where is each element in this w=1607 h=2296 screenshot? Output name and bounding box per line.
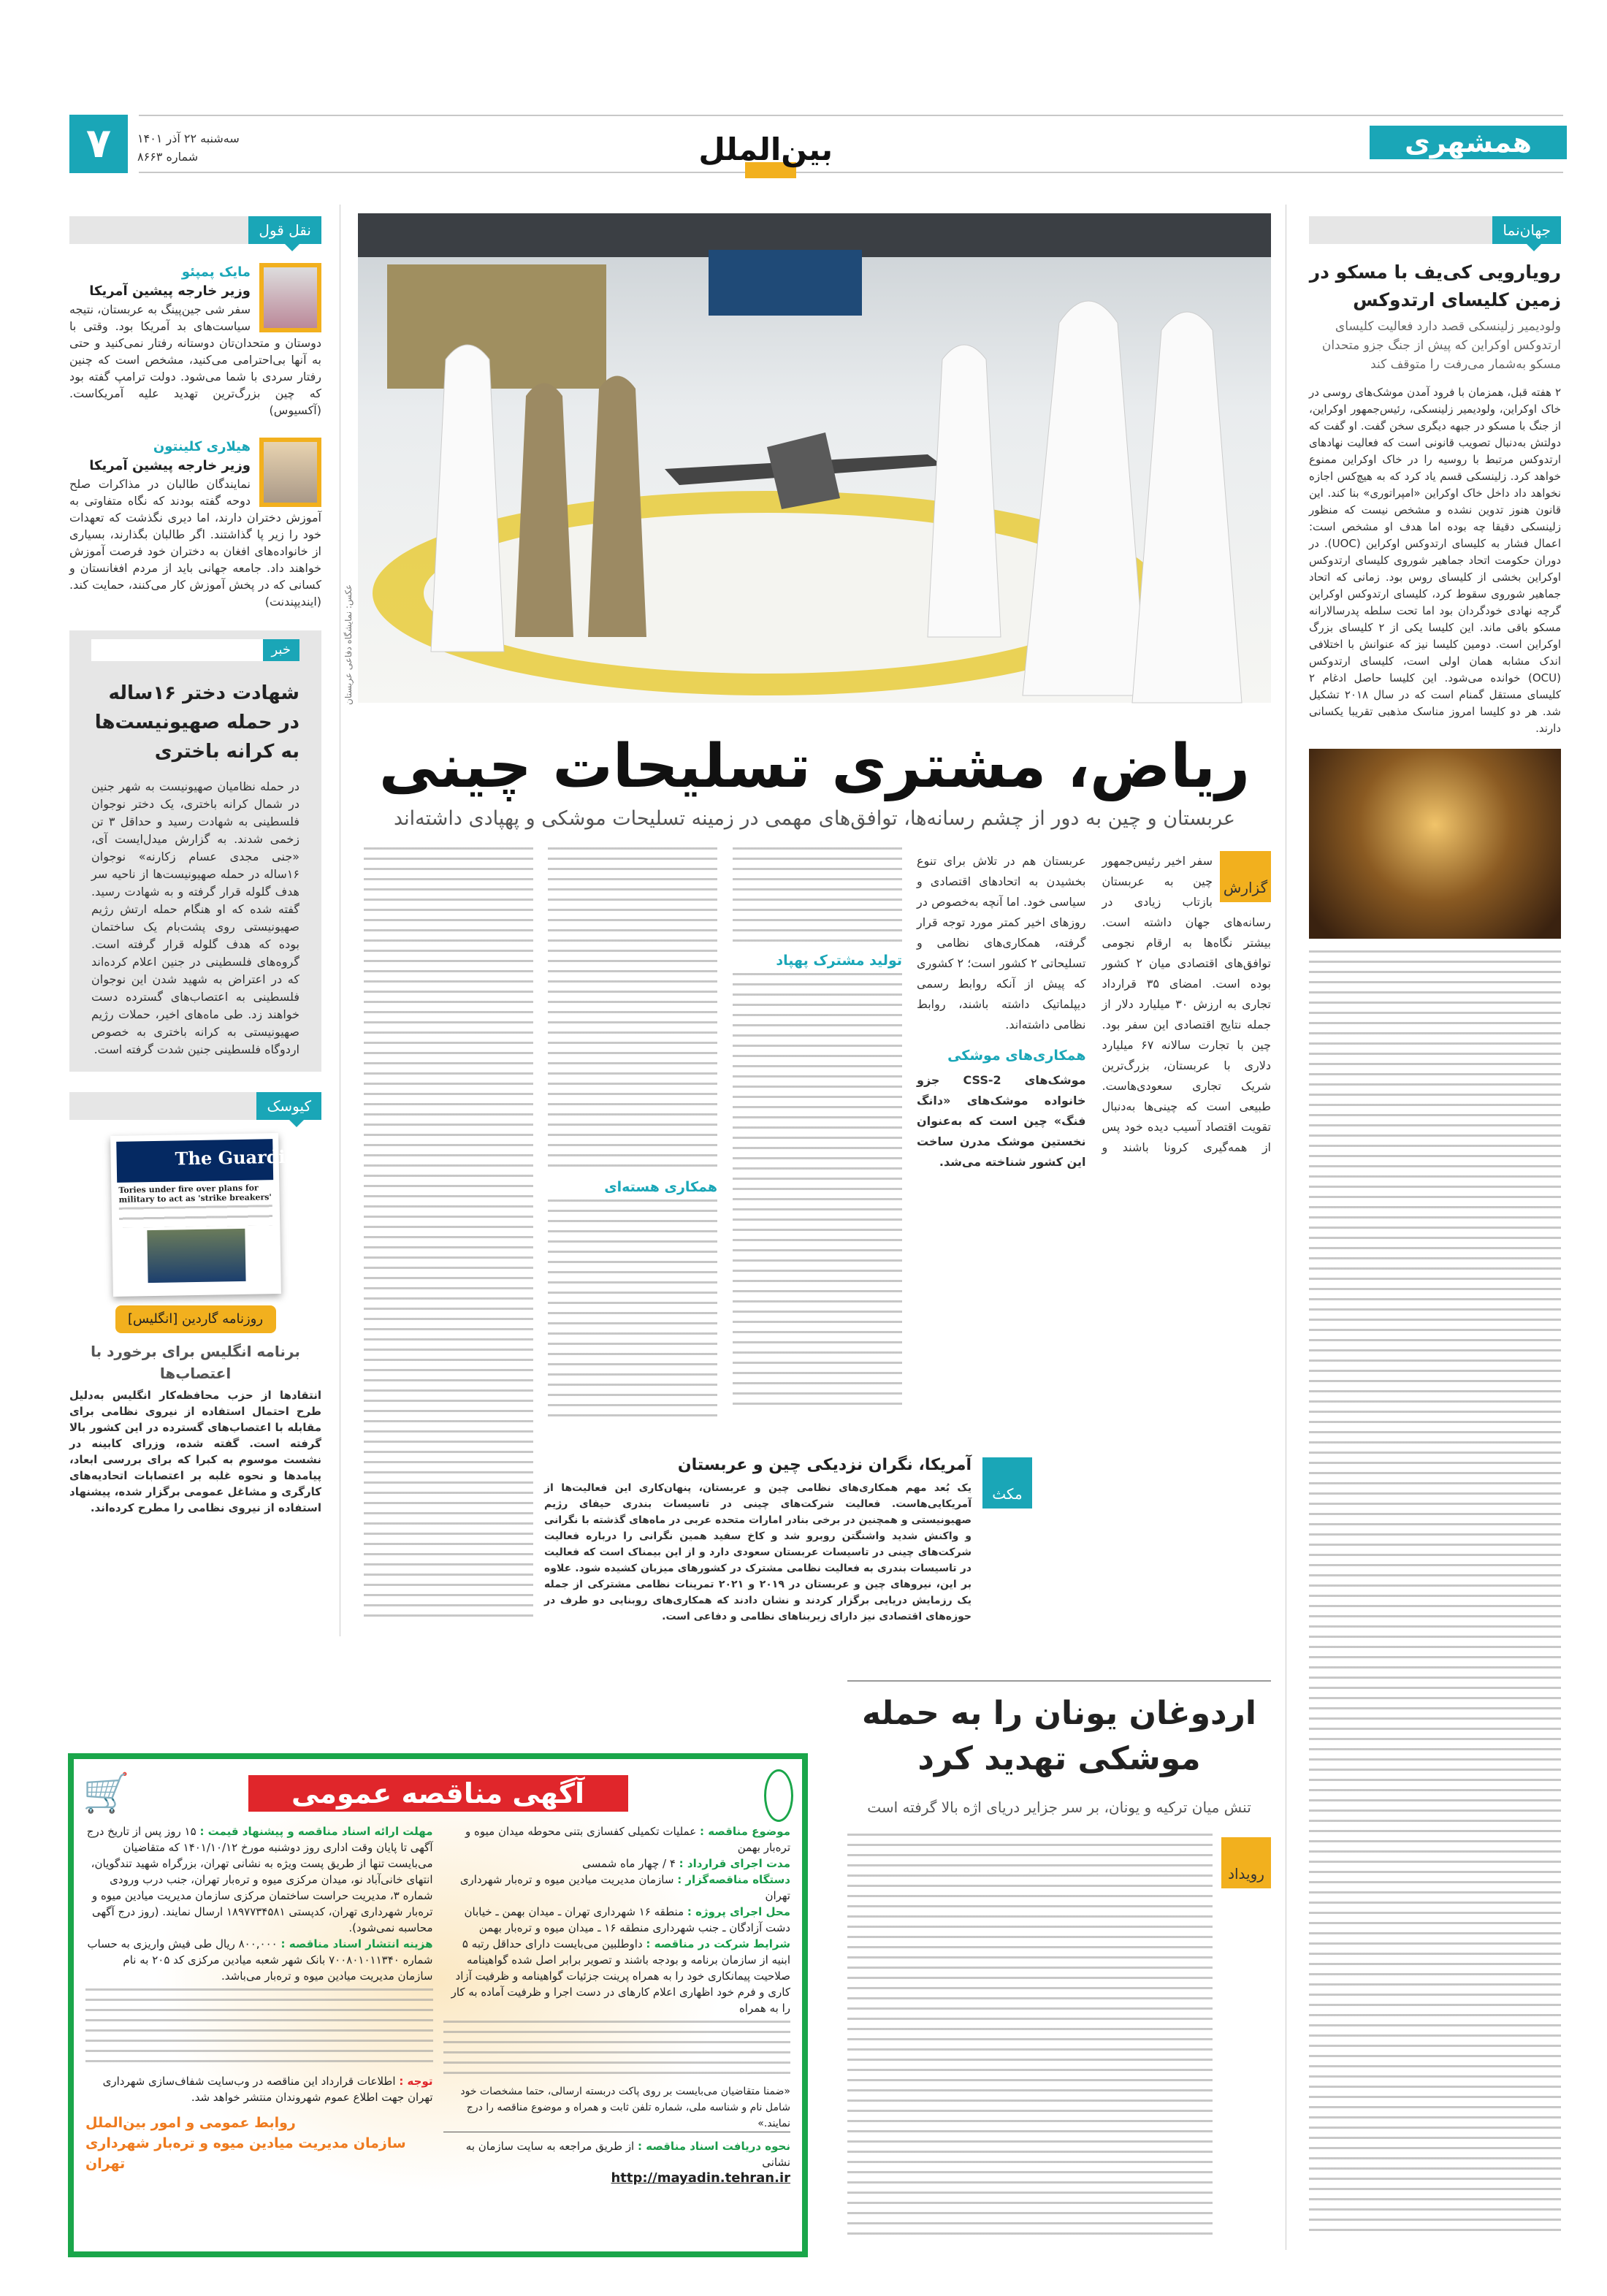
avatar [259,263,321,332]
church-photo [1309,749,1561,939]
article-lead: گزارش سفر اخیر رئیس‌جمهور چین به عربستان بازتاب زیادی در رسانه‌های جهان داشته است. بیشتر نگاه‌ها به ارقام نجومی توافق‌های اقتصادی میان ۲ کشور بوده است. امضای ۳۵ قرارداد تجاری به ارزش ۳۰ میلیارد دلار از جمله نتایج اقتصادی این سفر بود. چین با تجارت سالانه ۶۷ میلیارد دلاری با عربستان، بزرگ‌ترین شریک تجاری سعودی‌هاست. طبیعی است که چینی‌ها به‌دنبال تقویت اقتصاد آسیب دیده خود پس از همه‌گیری کرونا باشند و عربستان هم در تلاش برای تنوع بخشیدن به اتحادهای اقتصادی و سیاسی خود. اما آنچه به‌خصوص در روزهای اخیر کمتر مورد توجه قرار گرفته، همکاری‌های نظامی و تسلیحاتی ۲ کشور است؛ ۲ کشوری که پیش از آنکه روابط رسمی دیپلماتیک داشته باشند، روابط نظامی داشته‌اند. همکاری‌های موشکی موشک‌های CSS-2 جزو خانواده موشک‌های «دانگ فنگ» چین است که به‌عنوان نخستین موشک مدرن ساخت این کشور شناخته می‌شد. [917,851,1271,1172]
news-tag: خبر [263,639,300,661]
article-column [548,847,717,1419]
erdogan-headline: اردوغان یونان را به حمله موشکی تهدید کرد [862,1695,1256,1777]
quote-text: سفر شی جین‌پینگ به عربستان، نتیجه سیاست‌های بد آمریکا بود. وقتی با دوستان و متحدان‌تان دوستانه رفتار نمی‌کنید و حتی به آنها بی‌احترامی می‌کنید، مشخص است که چنین رفتار سردی با شما می‌شود. دولت ترامپ گفته بود که چین بزرگ‌ترین تهدید علیه آمریکاست. (آکسیوس) [69,302,321,417]
quote-author: هیلاری کلینتون [153,439,251,454]
world-text: ۲ هفته قبل، همزمان با فرود آمدن موشک‌های روسی در خاک اوکراین، ولودیمیر زلینسکی، رئیس‌جمهور اوکراین، از جنگ با مسکو در جبهه دیگری سخن گفت. او گفت که دولتش به‌دنبال تصویب قانونی است که فعالیت نهادهای ارتدوکس مرتبط با روسیه را در خاک اوکراین ممنوع خواهد کرد. زلینسکی قسم یاد کرد که به هیچ‌کس اجازه نخواهد داد داخل خاک اوکراین «امپراتوری» بنا کند. این قانون هنوز تدوین نشده و مشخص نیست که منظور زلینسکی دقیقا چه بوده اما هدف او مشخص است: اعمال فشار به کلیسای ارتدوکس اوکراین (UOC). در دوران حکومت اتحاد جماهیر شوروی کلیسای ارتدوکس اوکراین بخشی از کلیسای روس بود. زمانی که اتحاد جماهیر شوروی سقوط کرد، کلیسای ارتدوکس اوکراین گرچه نهادی خودگردان بود اما تحت سلطه پدرسالارانه مسکو باقی ماند. این کلیسا یکی از ۲ کلیسای بزرگ اوکراین است. دومین کلیسا نیز که عنوانش با اختلافی اندک مشابه همان اولی است، کلیسای ارتدوکس (OCU) خوانده می‌شود. این کلیسا حاصل ادغام ۲ کلیسای مستقل گمنام است که در سال ۲۰۱۸ تشکیل شد. هر دو کلیسا امروز مناسک مذهبی تقریبا یکسانی دارند. [1309,386,1562,735]
ad-signature: روابط عمومی و امور بین‌الملل [85,2115,296,2131]
page-number: ۷ [69,115,128,173]
pause-title: آمریکا، نگران نزدیکی چین و عربستان [677,1456,972,1474]
pause-text: یک بُعد مهم همکاری‌های نظامی چین و عربستان، پنهان‌کاری این فعالیت‌ها از آمریکایی‌هاست. فعالیت شرکت‌های چینی در تاسیسات بندری حیفای رژیم صهیونیستی و همچنین در برخی بنادر امارات متحده عربی در ماه‌های گذشته با نگرانی و واکنش شدید واشنگتن روبرو شد و کاخ سفید همین نگرانی را درباره فعالیت شرکت‌های چینی در تاسیسات عربستان سعودی دارد و از این بیمناک است که فعالیت در تاسیسات بندری به فعالیت نظامی مشترک در کشورهای میزبان کشیده شود. علاوه بر این، نیروهای چین و عربستان در ۲۰۱۹ و ۲۰۲۱ تمرینات نظامی مشترکی از جمله یک رزمایش دریایی برگزار کردند و نشان دادند که همکاری‌های روبنایی دو طرف در حوزه‌های اقتصادی نیز دارای زیربناهای نظامی و دفاعی است. [544,1482,972,1622]
newspaper-logo: همشهری [1370,126,1567,159]
tender-ad [68,1753,808,2257]
section-title: بین‌الملل [698,131,833,167]
quote-pompeo [69,263,321,419]
erdogan-text [847,1834,1213,2235]
tehran-municipality-logo [764,1769,793,1822]
article-paragraph: موشک‌های CSS-2 جزو خانواده موشک‌های «دانگ فنگ» چین است که به‌عنوان نخستین موشک مدرن ساخت این کشور شناخته می‌شد. [917,1073,1086,1169]
world-title: رویارویی کی‌یف با مسکو در زمین کلیسای ارتدوکس [1309,262,1561,310]
right-column [1309,216,1561,2235]
article-column [364,847,533,1622]
issue-number: شماره ۸۶۶۳ [137,150,199,164]
section-heading: همکاری هسته‌ای [604,1179,717,1195]
photo-credit: عکس: نمایشگاه دفاعی عربستان [343,584,354,705]
section-heading: تولید مشترک پهپاد [776,953,902,969]
paper-name-label: روزنامه گاردین [انگلیس] [115,1305,276,1333]
world-text-continued [1309,950,1561,2235]
erdogan-subhead: تنش میان ترکیه و یونان، بر سر جزایر دریای اژه بالا گرفته است [867,1799,1251,1816]
main-subhead: عربستان و چین به دور از چشم رسانه‌ها، توافق‌های مهمی در زمینه تسلیحات موشکی و پهپادی داشته‌اند [393,807,1236,830]
section-heading: همکاری‌های موشکی [947,1048,1086,1064]
kiosk-title: برنامه انگلیس برای برخورد با اعتصاب‌ها [91,1343,300,1382]
main-photo [358,213,1271,703]
quotes-tag: نقل قول [69,216,321,244]
ad-right-column: موضوع مناقصه : عملیات تکمیلی کفسازی بتنی محوطه میدان میوه و تره‌بار بهمن مدت اجرای قرارداد : ۴ / چهار ماه شمسی دستگاه مناقصه‌گزار : سازمان مدیریت میادین میوه و تره‌بار شهرداری تهران محل اجرای پروژه : منطقه ۱۶ شهرداری تهران ـ میدان بهمن ـ خیابان دشت آزادگان ـ جنب شهرداری منطقه ۱۶ ـ میدان میوه و تره‌بار بهمن شرایط شرکت در مناقصه : داوطلبین می‌بایست دارای حداقل رتبه ۵ ابنیه از سازمان برنامه و بودجه باشند و تصویر برابر اصل شده گواهینامه صلاحیت پیمانکاری خود را به همراه پرینت جزئیات گواهینامه و ظرفیت آزاد کاری و فرم خود اظهاری اعلام کارهای در دست اجرا و ظرفیت آماده به کار را به همراه «ضمنا متقاضیان می‌بایست بر روی پاکت دربسته ارسالی، حتما مشخصات خود شامل نام و شناسه ملی، شماره تلفن ثابت و همراه و موضوع مناقصه را درج نمایند.» نحوه دریافت اسناد مناقصه : از طریق مراجعه به سایت سازمان به نشانی http://mayadin.tehran.ir [443,1823,791,2186]
ad-title: آگهی مناقصه عمومی [248,1775,628,1812]
main-headline: ریاض، مشتری تسلیحات چینی [378,732,1251,801]
world-subtitle: ولودیمیر زلینسکی قصد دارد فعالیت کلیسای ارتدوکس اوکراین که پیش از جنگ جزو متحدان مسکو به‌شمار می‌رفت را متوقف کند [1321,319,1561,372]
ad-left-column: مهلت ارائه اسناد مناقصه و پیشنهاد قیمت : ۱۵ روز پس از تاریخ درج آگهی تا پایان وقت اداری روز دوشنبه مورخ ۱۴۰۱/۱۰/۱۲ که متقاضیان می‌بایست تنها از طریق پست ویژه به نشانی تهران، بزرگراه شهید تندگویان، انتهای خانی‌آباد نو، میدان مرکزی میوه و تره‌بار تهران، جنب درب ورودی شماره ۳، مدیریت حراست ساختمان مرکزی سازمان مدیریت میادین میوه و تره‌بار شهرداری تهران، کدپستی ۱۸۹۷۷۳۴۵۸۱ ارسال نمایند. (روز درج آگهی محاسبه نمی‌شود). هزینه انتشار اسناد مناقصه : ۸۰۰,۰۰۰ ریال طی فیش واریزی به حساب شماره ۷۰۰۸۰۱۰۱۱۳۴۰ بانک شهر شعبه میادین مرکزی کد ۲۰۵ به نام سازمان مدیریت میادین میوه و تره‌بار می‌باشد. توجه : اطلاعات قرارداد این مناقصه در وب‌سایت شفاف‌سازی شهرداری تهران جهت اطلاع عموم شهروندان منتشر خواهد شد. روابط عمومی و امور بین‌الملل سازمان مدیریت میادین میوه و تره‌بار شهرداری تهران [85,1823,433,2186]
report-badge: گزارش [1220,851,1271,902]
quote-role: وزیر خارجه پیشین آمریکا [89,283,251,299]
avatar [259,438,321,507]
pause-box [544,1454,972,1625]
left-column [69,216,321,1516]
news-text: در حمله نظامیان صهیونیست به شهر جنین در شمال کرانه باختری، یک دختر نوجوان فلسطینی به شهادت رسید و حداقل ۳ تن زخمی شدند. به گزارش میدل‌ایست آی، «جنی مجدی عسام زکارنه» نوجوان ۱۶ساله در حمله صهیونیست‌ها از ناحیه سر هدف گلوله قرار گرفته و به شهادت رسید. گفته شده که او هنگام حمله ارتش رژیم صهیونیستی روی پشت‌بام یک ساختمان بوده که هدف گلوله قرار گرفته است. گروه‌های فلسطینی در جنین اعلام کرده‌اند که در اعتراض به شهید شدن این نوجوان فلسطینی به اعتصاب‌های گسترده دست خواهند زد. طی ماه‌های اخیر، حملات رژیم صهیونیستی به کرانه باختری به خصوص اردوگاه فلسطینی جنین شدت گرفته است. [91,779,300,1056]
event-badge: رویداد [1221,1837,1271,1888]
quote-author: مایک پمپئو [181,264,251,280]
quote-clinton [69,438,321,610]
ad-url-link[interactable]: http://mayadin.tehran.ir [611,2170,790,2186]
world-tag: جهان‌نما [1309,216,1561,244]
news-box [69,630,321,1072]
shopping-cart-icon: 🛒 [83,1771,130,1815]
kiosk-text: انتقادها از حزب محافظه‌کار انگلیس به‌دلیل طرح احتمال استفاده از نیروی نظامی برای مقابله با اعتصاب‌های گسترده در این کشور بالا گرفته است. گفته شده، وزرای کابینه در نشست موسوم به کبرا که برای بررسی ابعاد، پیامدها و نحوه غلبه بر اعتصابات اتحادیه‌های کارگری و مشاغل عمومی برگزار شده، پیشنهاد استفاده از نیروی نظامی را مطرح کرده‌اند. [69,1389,321,1514]
article-column [733,847,902,1411]
issue-date: سه‌شنبه ۲۲ آذر ۱۴۰۱ [137,131,240,145]
quote-text: نمایندگان طالبان در مذاکرات صلح دوحه گفته بودند که نگاه متفاوتی به آموزش دختران دارند، اما دیری نگذشت که تعهدات خود را زیر پا گذاشتند. اگر طالبان بگذارند، بسیاری از خانواده‌های افغان به دختران خود فرصت آموزش خواهند داد. جامعه جهانی باید از مردم افغانستان و کسانی که در پخش آموزش کار می‌کنند، حمایت کند. (ایندیپندنت) [69,477,321,609]
pause-badge: مکث [982,1457,1032,1509]
news-title: شهادت دختر ۱۶ساله در حمله صهیونیست‌ها به کرانه باختری [94,682,299,763]
kiosk-tag: کیوسک [69,1092,321,1120]
ad-signature: سازمان مدیریت میادین میوه و تره‌بار شهرداری تهران [85,2135,406,2172]
quote-role: وزیر خارجه پیشین آمریکا [89,458,251,473]
guardian-front-page: The Guardian Tories under fire over plans for military to act as 'strike breakers' [110,1133,281,1297]
